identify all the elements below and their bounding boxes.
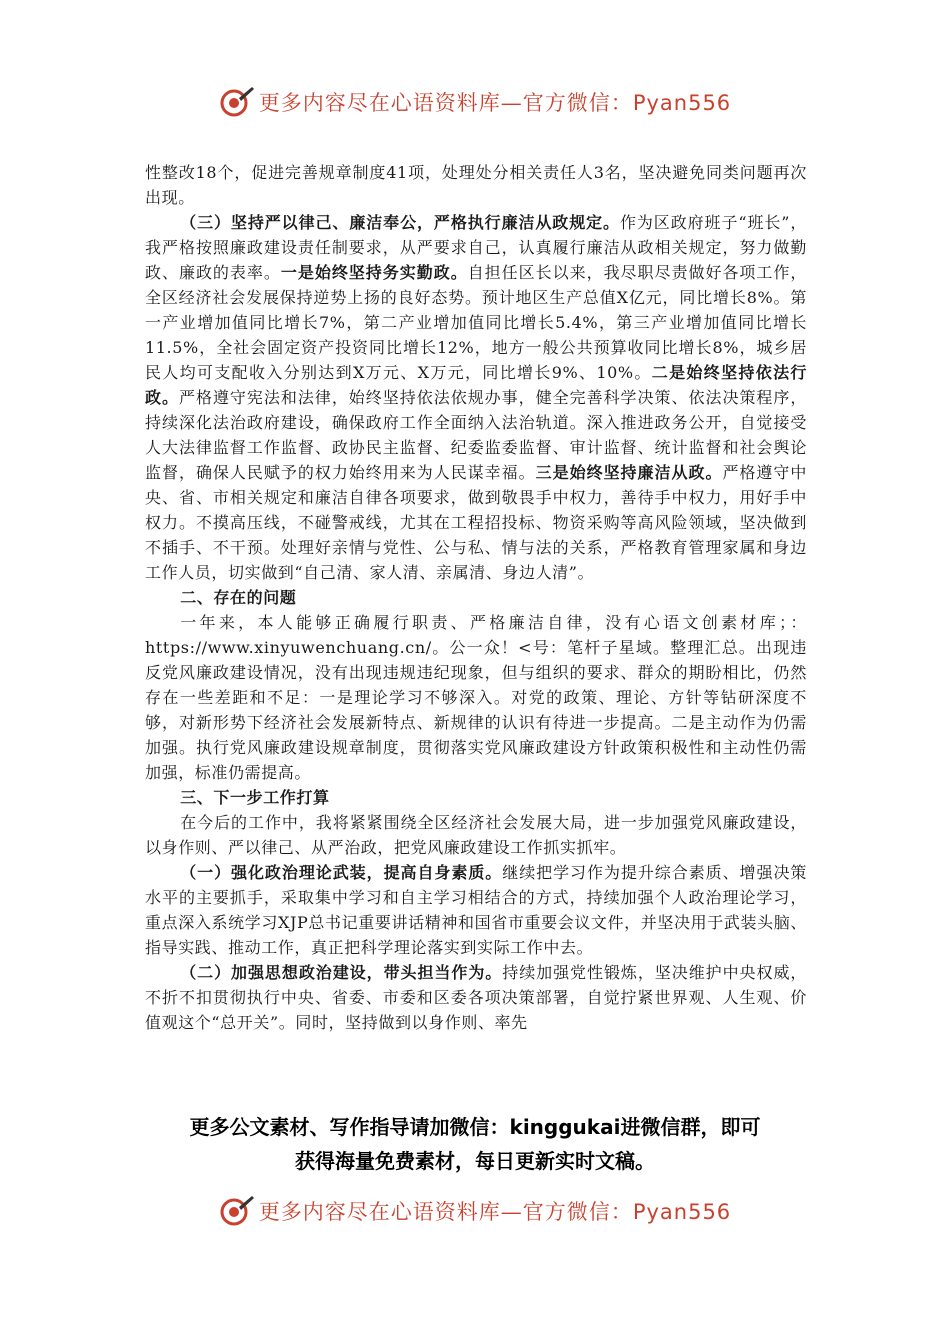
header-banner-wechat: Pyan556 <box>632 91 732 115</box>
document-body <box>145 160 807 1035</box>
body-text: 严格遵守宪法和法律，始终坚持依法依规办事，健全完善科学决策、依法决策程序，持续深化法治政府建设，确保政府工作全面纳入法治轨道。深入推进政务公开，自觉接受人大法律监督工作监督、政协民主监督、纪委监委监督、审计监督、统计监督和社会舆论监督，确保人民赋予的权力始终用来为人民谋幸福。 <box>145 388 807 482</box>
body-text: 在今后的工作中，我将紧紧围绕全区经济社会发展大局，进一步加强党风廉政建设，以身作则、严以律己、从严治政，把党风廉政建设工作抓实抓牢。 <box>145 813 807 857</box>
paragraph <box>145 810 807 860</box>
promo-block <box>0 1110 950 1178</box>
footer-banner-text: 更多内容尽在心语资料库—官方微信： <box>258 1200 633 1224</box>
bold-text: 三、下一步工作打算 <box>180 788 330 807</box>
body-text: 继续把学习作为提升综合素质、增强决策水平的主要抓手，采取集中学习和自主学习相结合的方式，持续加强个人政治理论学习，重点深入系统学习XJP总书记重要讲话精神和国省市重要会议文件，并坚决用于武装头脑、指导实践、推动工作，真正把科学理论落实到实际工作中去。 <box>145 863 807 957</box>
paragraph <box>145 210 807 585</box>
paragraph <box>145 785 807 810</box>
body-text: 性整改18个，促进完善规章制度41项，处理处分相关责任人3名，坚决避免同类问题再次出现。 <box>145 163 807 207</box>
header-banner-text: 更多内容尽在心语资料库—官方微信： <box>258 91 633 115</box>
bold-text: （三）坚持严以律己、廉洁奉公，严格执行廉洁从政规定。 <box>180 213 620 232</box>
promo-line-1: 更多公文素材、写作指导请加微信：kinggukai进微信群，即可 <box>189 1115 761 1139</box>
bold-text: （一）强化政治理论武装，提高自身素质。 <box>180 863 503 882</box>
body-text: 自担任区长以来，我尽职尽责做好各项工作，全区经济社会发展保持逆势上扬的良好态势。预计地区生产总值X亿元，同比增长8%。第一产业增加值同比增长7%，第二产业增加值同比增长5.4%，第三产业增加值同比增长11.5%，全社会固定资产投资同比增长12%，地方一般公共预算收同比增长8%，城乡居民人均可支配收入分别达到X万元、X万元，同比增长9%、10%。 <box>145 263 807 382</box>
bold-text: （二）加强思想政治建设，带头担当作为。 <box>180 963 503 982</box>
bold-text: 三是始终坚持廉洁从政。 <box>535 463 723 482</box>
paragraph <box>145 585 807 610</box>
header-banner <box>0 82 950 122</box>
body-text: 作为区政府班子“班长”，我严格按照廉政建设责任制要求，从严要求自己，认真履行廉洁从政相关规定，努力做勤政、廉政的表率。 <box>145 213 807 282</box>
pen-logo-icon <box>219 1193 255 1229</box>
body-text: 持续加强党性锻炼，坚决维护中央权威，不折不扣贯彻执行中央、省委、市委和区委各项决策部署，自觉拧紧世界观、人生观、价值观这个“总开关”。同时，坚持做到以身作则、率先 <box>145 963 807 1032</box>
paragraph <box>145 960 807 1035</box>
body-text: 严格遵守中央、省、市相关规定和廉洁自律各项要求，做到敬畏手中权力，善待手中权力，用好手中权力。不摸高压线，不碰警戒线，尤其在工程招投标、物资采购等高风险领域，坚决做到不插手、不干预。处理好亲情与党性、公与私、情与法的关系，严格教育管理家属和身边工作人员，切实做到“自己清、家人清、亲属清、身边人清”。 <box>145 463 807 582</box>
paragraph <box>145 860 807 960</box>
pen-logo-icon <box>219 84 255 120</box>
footer-banner <box>0 1191 950 1231</box>
promo-line-2: 获得海量免费素材，每日更新实时文稿。 <box>295 1149 655 1173</box>
body-text: 一年来，本人能够正确履行职责、严格廉洁自律，没有心语文创素材库；：https://www.xinyuwenchuang.cn/。公一众！<号：笔杆子星域。整理汇总。出现违反党风廉政建设情况，没有出现违规违纪现象，但与组织的要求、群众的期盼相比，仍然存在一些差距和不足：一是理论学习不够深入。对党的政策、理论、方针等钻研深度不够，对新形势下经济社会发展新特点、新规律的认识有待进一步提高。二是主动作为仍需加强。执行党风廉政建设规章制度，贯彻落实党风廉政建设方针政策积极性和主动性仍需加强，标准仍需提高。 <box>145 613 807 782</box>
bold-text: 二是始终坚持依法行政。 <box>145 363 808 407</box>
paragraph <box>145 160 807 210</box>
footer-banner-wechat: Pyan556 <box>632 1200 732 1224</box>
paragraph <box>145 610 807 785</box>
bold-text: 一是始终坚持务实勤政。 <box>280 263 468 282</box>
bold-text: 二、存在的问题 <box>180 588 297 607</box>
